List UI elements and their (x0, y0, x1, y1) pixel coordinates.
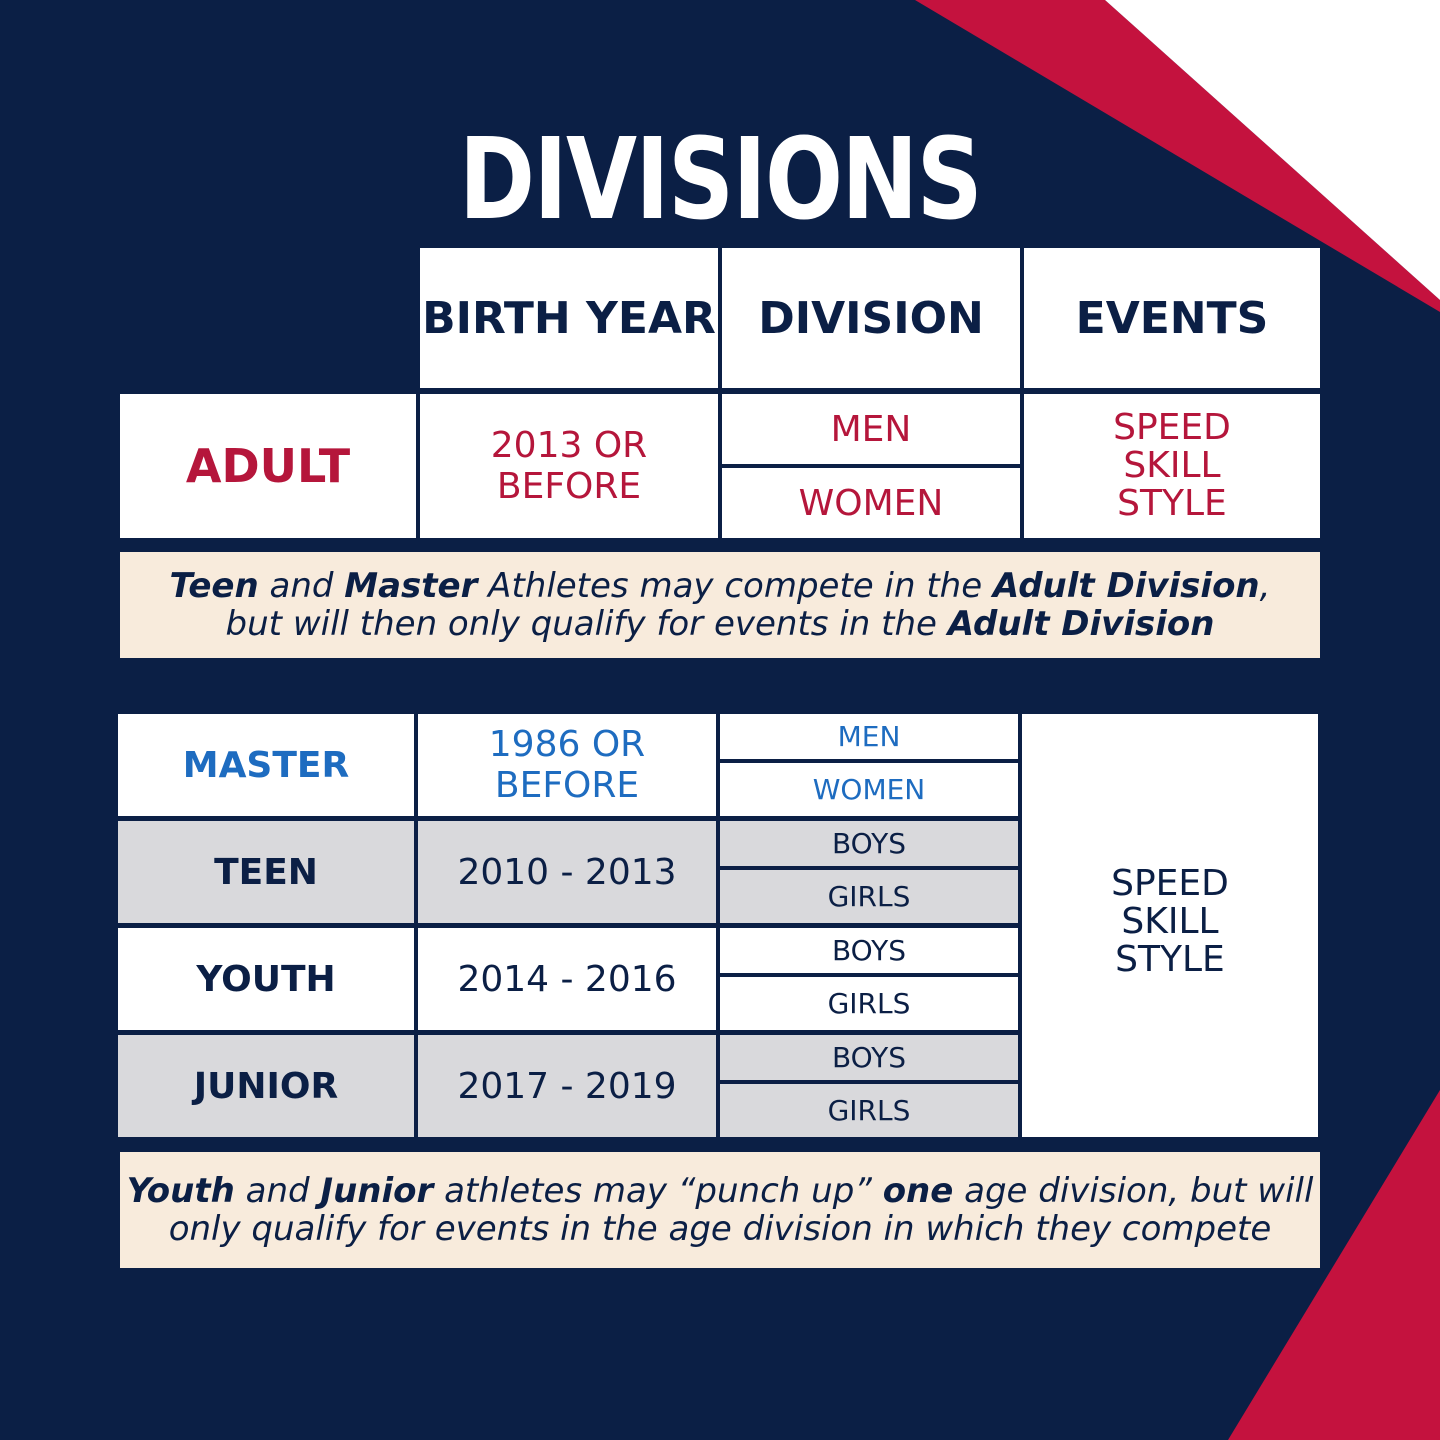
event-speed: SPEED (1111, 862, 1229, 904)
note-text: age division, but will (953, 1171, 1314, 1211)
age-note-line-2 (169, 1210, 1272, 1248)
note-bold: one (882, 1171, 954, 1211)
note-bold: Teen (169, 566, 259, 606)
youth-division-boys: BOYS (720, 928, 1018, 973)
note-bold: Youth (126, 1171, 235, 1211)
note-text: and (234, 1171, 321, 1211)
note-text: but will then only qualify for events in the (225, 604, 948, 644)
event-speed: SPEED (1113, 407, 1231, 448)
junior-label: JUNIOR (118, 1035, 414, 1137)
event-style: STYLE (1117, 483, 1227, 524)
adult-note-line-1 (170, 567, 1271, 605)
event-style: STYLE (1115, 938, 1225, 980)
teen-label: TEEN (118, 821, 414, 923)
adult-events (1024, 394, 1320, 538)
adult-label: ADULT (120, 394, 416, 538)
youth-birth-year: 2014 - 2016 (418, 928, 716, 1030)
master-division-women: WOMEN (720, 763, 1018, 816)
age-events (1022, 714, 1318, 1137)
note-bold: Junior (320, 1171, 434, 1211)
event-skill: SKILL (1121, 900, 1219, 942)
note-bold: Adult Division (992, 566, 1260, 606)
note-text: athletes may “punch up” (433, 1171, 883, 1211)
youth-division-girls: GIRLS (720, 977, 1018, 1030)
age-note (120, 1152, 1320, 1268)
note-text: , (1259, 566, 1271, 606)
master-birth-year: 1986 OR BEFORE (418, 714, 716, 816)
header-division: DIVISION (722, 248, 1020, 388)
note-bold: Master (344, 566, 478, 606)
adult-note-line-2 (226, 605, 1215, 643)
master-label: MASTER (118, 714, 414, 816)
teen-division-boys: BOYS (720, 821, 1018, 866)
youth-label: YOUTH (118, 928, 414, 1030)
adult-division-women: WOMEN (722, 468, 1020, 538)
note-text: only qualify for events in the age division in which they compete (168, 1209, 1272, 1249)
adult-birth-year: 2013 OR BEFORE (420, 394, 718, 538)
junior-birth-year: 2017 - 2019 (418, 1035, 716, 1137)
header-events: EVENTS (1024, 248, 1320, 388)
note-bold: Adult Division (947, 604, 1215, 644)
age-note-line-1 (127, 1172, 1314, 1210)
page-title: DIVISIONS (458, 115, 982, 245)
adult-note (120, 552, 1320, 658)
note-text: Athletes may compete in the (477, 566, 993, 606)
adult-division-men: MEN (722, 394, 1020, 464)
teen-birth-year: 2010 - 2013 (418, 821, 716, 923)
event-skill: SKILL (1123, 445, 1221, 486)
note-text: and (258, 566, 345, 606)
junior-division-boys: BOYS (720, 1035, 1018, 1080)
master-division-men: MEN (720, 714, 1018, 759)
teen-division-girls: GIRLS (720, 870, 1018, 923)
junior-division-girls: GIRLS (720, 1084, 1018, 1137)
header-birth-year: BIRTH YEAR (420, 248, 718, 388)
